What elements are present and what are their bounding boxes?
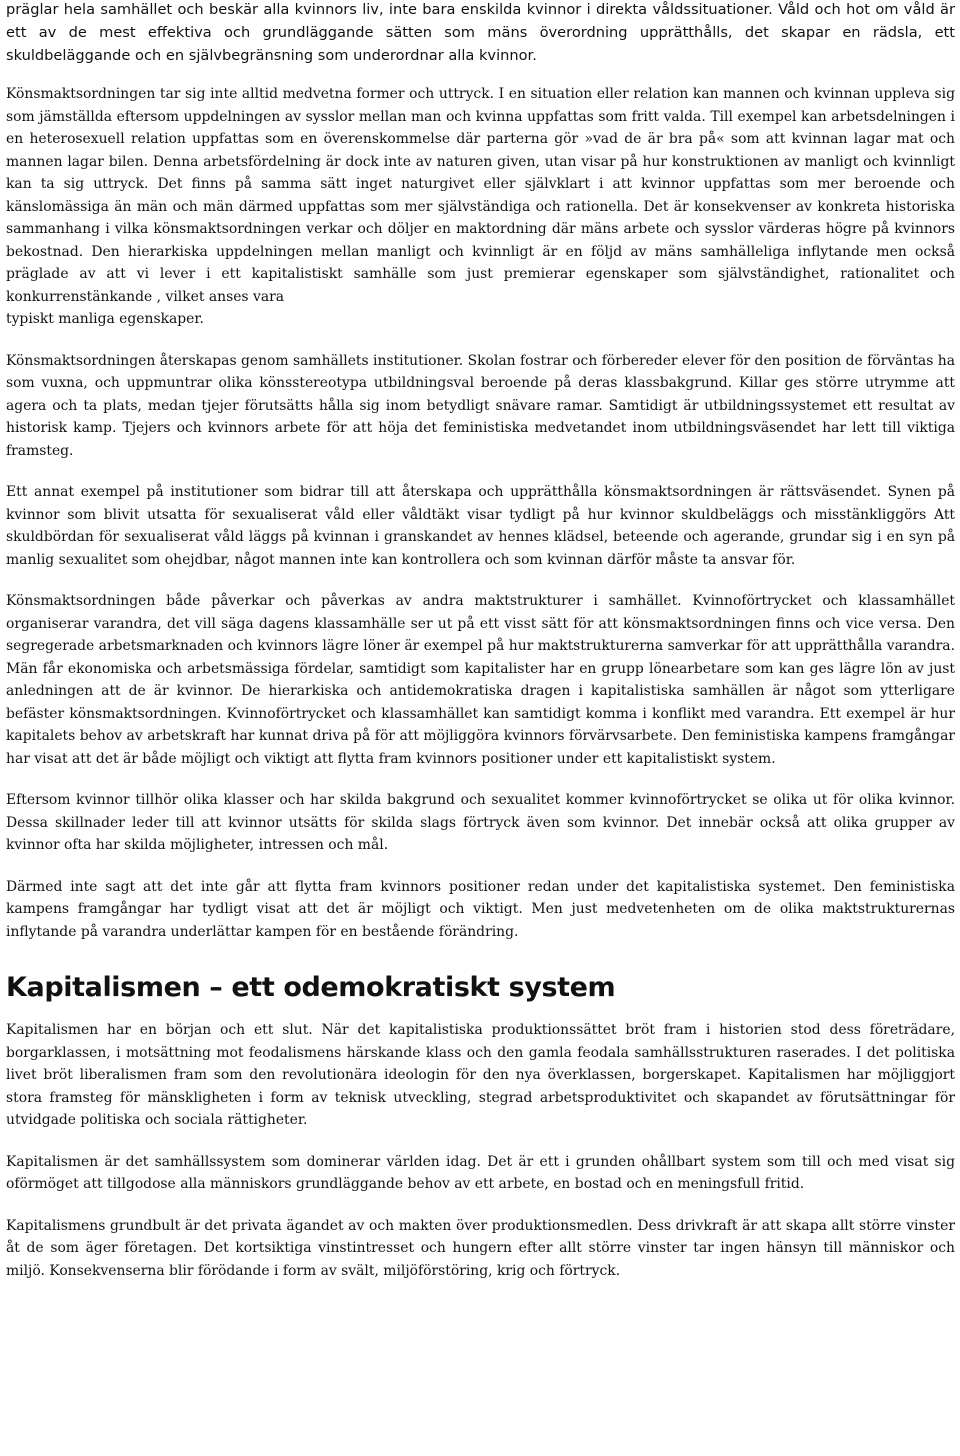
- paragraph-different-women: Eftersom kvinnor tillhör olika klasser och har skilda bakgrund och sexualitet kommer kvinnoförtrycket se olika ut för olika kvinnor. Dessa skillnader leder till att kvinnor utsätts för skilda slags förtryck även som kvinnor. Det innebär också att olika grupper av kvinnor ofta har skilda möjligheter, intressen och mål.: [6, 792, 955, 853]
- paragraph-gender-power-expressions: Könsmaktsordningen tar sig inte alltid medvetna former och uttryck. I en situation eller relation kan mannen och kvinnan uppleva sig som jämställda eftersom uppdelningen av sysslor mellan man och kvinna uppfattas som fritt valda. Till exempel kan arbetsdelningen i en heterosexuell relation uppfattas som en överenskommelse där parterna gör »vad de är bra på« som att kvinnan lagar mat och mannen lagar bilen. Denna arbetsfördelning är dock inte av naturen given, utan visar på hur konstruktionen av manligt och kvinnligt kan ta sig uttryck. Det finns på samma sätt inget naturgivet eller självklart i att kvinnor uppfattas som mer beroende och känslomässiga än män och män därmed uppfattas som mer självständiga och rationella. Det är konsekvenser av konkreta historiska sammanhang i vilka könsmaktsordningen verkar och döljer en maktordning där mäns arbete och sysslor värderas högre på kvinnors bekostnad. Den hierarkiska uppdelningen mellan manligt och kvinnligt är en följd av mäns samhälleliga inflytande men också präglade av att vi lever i ett kapitalistiskt samhälle som just premierar egenskaper som självständighet, rationalitet och konkurrenstänkande , vilket anses vara: [6, 86, 955, 305]
- paragraph-gender-power-expressions-tail: typiskt manliga egenskaper.: [6, 311, 204, 327]
- document-page: [6, 0, 955, 1282]
- paragraph-capitalism-foundation: Kapitalismens grundbult är det privata ägandet av och makten över produktionsmedlen. Dess drivkraft är att skapa allt större vinster åt de som äger företagen. Det kortsiktiga vinstintresset och hungern efter allt större vinster tar ingen hänsyn till människor och miljö. Konsekvenserna blir förödande i form av svält, miljöförstöring, krig och förtryck.: [6, 1217, 955, 1279]
- section-heading: Kapitalismen – ett odemokratiskt system: [6, 972, 616, 1003]
- intro-paragraph: präglar hela samhället och beskär alla kvinnors liv, inte bara enskilda kvinnor i direkta våldssituationer. Våld och hot om våld är ett av de mest effektiva och grundläggande sätten som mäns överordning upprätthålls, det skapar en rädsla, ett skuldbeläggande och en självbegränsning som underordnar alla kvinnor.: [6, 1, 955, 64]
- paragraph-capitalism-today: Kapitalismen är det samhällssystem som dominerar världen idag. Det är ett i grunden ohållbart system som till och med visat sig oförmöget att tillgodose alla människors grundläggande behov av ett arbete, en bostad och en meningsfull fritid.: [6, 1153, 955, 1192]
- paragraph-power-structures: Könsmaktsordningen både påverkar och påverkas av andra maktstrukturer i samhället. Kvinnoförtrycket och klassamhället organiserar varandra, det vill säga dagens klassamhälle ser ut på ett visst sätt för att könsmaktsordningen finns och vice versa. Den segregerade arbetsmarknaden och kvinnors lägre löner är exempel på hur maktstrukturerna samverkar för att upprätthålla varandra. Män får ekonomiska och arbetsmässiga fördelar, samtidigt som kapitalister har en grupp lönearbetare som kan ges lägre lön av just anledningen att de är kvinnor. De hierarkiska och antidemokratiska dragen i kapitalistiska samhällen är något som ytterligare befäster könsmaktsordningen. Kvinnoförtrycket och klassamhället kan samtidigt komma i konflikt med varandra. Ett exempel är hur kapitalets behov av arbetskraft har kunnat driva på för att möjliggöra kvinnors förvärvsarbete. Den feministiska kampens framgångar har visat att det är både möjligt och viktigt att flytta fram kvinnors positioner under ett kapitalistiskt system.: [6, 593, 955, 767]
- paragraph-institutions-school: Könsmaktsordningen återskapas genom samhällets institutioner. Skolan fostrar och förbereder elever för den position de förväntas ha som vuxna, och uppmuntrar olika könsstereotypa utbildningsval beroende på deras klassbakgrund. Killar ges större utrymme att agera och ta plats, medan tjejer förutsätts hålla sig inom betydligt snävare ramar. Samtidigt är utbildningssystemet ett resultat av historisk kamp. Tjejers och kvinnors arbete för att höja det feministiska medvetandet inom utbildningsväsendet har lett till viktiga framsteg.: [6, 352, 955, 459]
- paragraph-justice-system: Ett annat exempel på institutioner som bidrar till att återskapa och upprätthålla könsmaktsordningen är rättsväsendet. Synen på kvinnor som blivit utsatta för sexualiserat våld eller våldtäkt visar tydligt på hur kvinnor skuldbeläggs och misstänkliggörs Att skuldbördan för sexualiserat våld läggs på kvinnan i granskandet av hennes klädsel, beteende och agerande, grundar sig i en syn på manlig sexualitet som ohejdbar, något mannen inte kan kontrollera och som kvinnan därför måste ta ansvar för.: [6, 484, 955, 568]
- paragraph-capitalism-history: Kapitalismen har en början och ett slut. När det kapitalistiska produktionssättet bröt fram i historien stod dess företrädare, borgarklassen, i motsättning mot feodalismens härskande klass och den gamla feodala samhällsstrukturen raserades. I det politiska livet bröt liberalismen fram som den revolutionära ideologin för den nya överklassen, borgerskapet. Kapitalismen har möjliggjort stora framsteg för mänskligheten i form av teknisk utveckling, stegrad arbetsproduktivitet och skapandet av förutsättningar för utvidgade politiska och sociala rättigheter.: [6, 1022, 955, 1128]
- paragraph-advancing-positions: Därmed inte sagt att det inte går att flytta fram kvinnors positioner redan under det kapitalistiska systemet. Den feministiska kampens framgångar har tydligt visat att det är möjligt och viktigt. Men just medvetenheten om de olika maktstrukturernas inflytande på varandra underlättar kampen för en bestående förändring.: [6, 878, 955, 940]
